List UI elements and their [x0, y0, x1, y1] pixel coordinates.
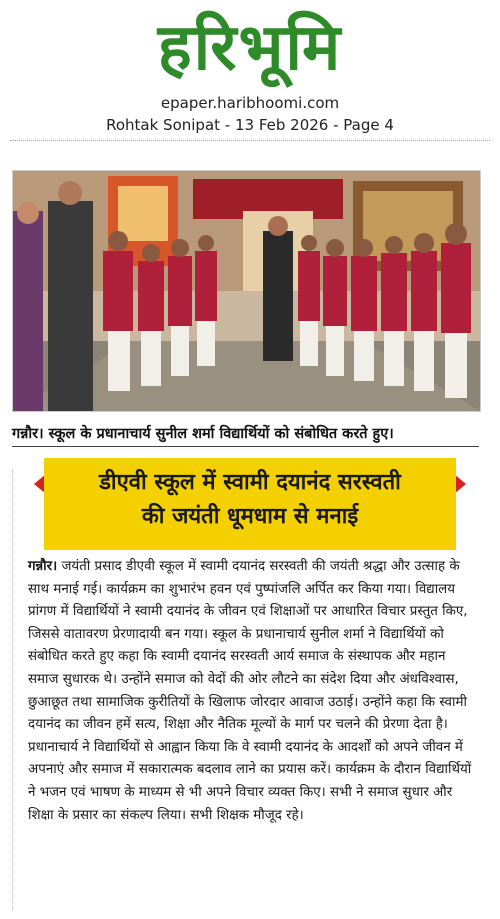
headline-line-2: की जयंती धूमधाम से मनाई	[141, 504, 359, 529]
logo-text: हरिभूमि	[157, 11, 343, 85]
column-divider	[12, 470, 14, 910]
clipping-edge	[10, 140, 490, 147]
site-url[interactable]: epaper.haribhoomi.com	[160, 94, 340, 112]
news-photo	[12, 170, 481, 412]
caption-text: स्कूल के प्रधानाचार्य सुनील शर्मा विद्यार्थियों को संबोधित करते हुए।	[43, 426, 394, 442]
caption-place: गन्नौर।	[12, 426, 44, 442]
edition-info: Rohtak Sonipat - 13 Feb 2026 - Page 4	[106, 116, 394, 134]
masthead	[0, 0, 500, 140]
article-text: जयंती प्रसाद डीएवी स्कूल में स्वामी दयानंद सरस्वती की जयंती श्रद्धा और उत्साह के साथ मनाई गई। कार्यक्रम का शुभारंभ हवन एवं पुष्पांजलि अर्पित कर किया गया। विद्यालय प्रांगण में विद्यार्थियों ने स्वामी दयानंद के जीवन एवं शिक्षाओं पर आधारित विचार प्रस्तुत किए, जिससे वातावरण प्रेरणादायी बन गया। स्कूल के प्रधानाचार्य सुनील शर्मा ने विद्यार्थियों को संबोधित करते हुए कहा कि स्वामी दयानंद सरस्वती आर्य समाज के संस्थापक और महान समाज सुधारक थे। उन्होंने समाज को वेदों की ओर लौटने का संदेश दिया और अंधविश्वास, छुआछूत तथा सामाजिक कुरीतियों के खिलाफ जोरदार आवाज उठाई। उन्होंने कहा कि स्वामी दयानंद का जीवन हमें सत्य, शिक्षा और नैतिक मूल्यों के मार्ग पर चलने की प्रेरणा देता है। प्रधानाचार्य ने विद्यार्थियों से आह्वान किया कि वे स्वामी दयानंद के आदर्शों को अपने जीवन में अपनाएं और समाज में सकारात्मक बदलाव लाने का प्रयास करें। कार्यक्रम के दौरान विद्यार्थियों ने भजन एवं भाषण के माध्यम से भी अपने विचार व्यक्त किए। सभी ने समाज सुधार और शिक्षा के प्रसार का संकल्प लिया। सभी शिक्षक मौजूद रहे।	[28, 559, 472, 823]
article-dateline: गन्नौर।	[28, 559, 58, 574]
headline-line-1: डीएवी स्कूल में स्वामी दयानंद सरस्वती	[99, 470, 401, 495]
article-body	[28, 556, 480, 827]
caption-rule	[12, 446, 479, 447]
photo-caption	[12, 423, 482, 443]
haribhoomi-logo[interactable]	[98, 10, 402, 86]
headline	[50, 466, 450, 534]
school-assembly-photo	[13, 171, 480, 411]
